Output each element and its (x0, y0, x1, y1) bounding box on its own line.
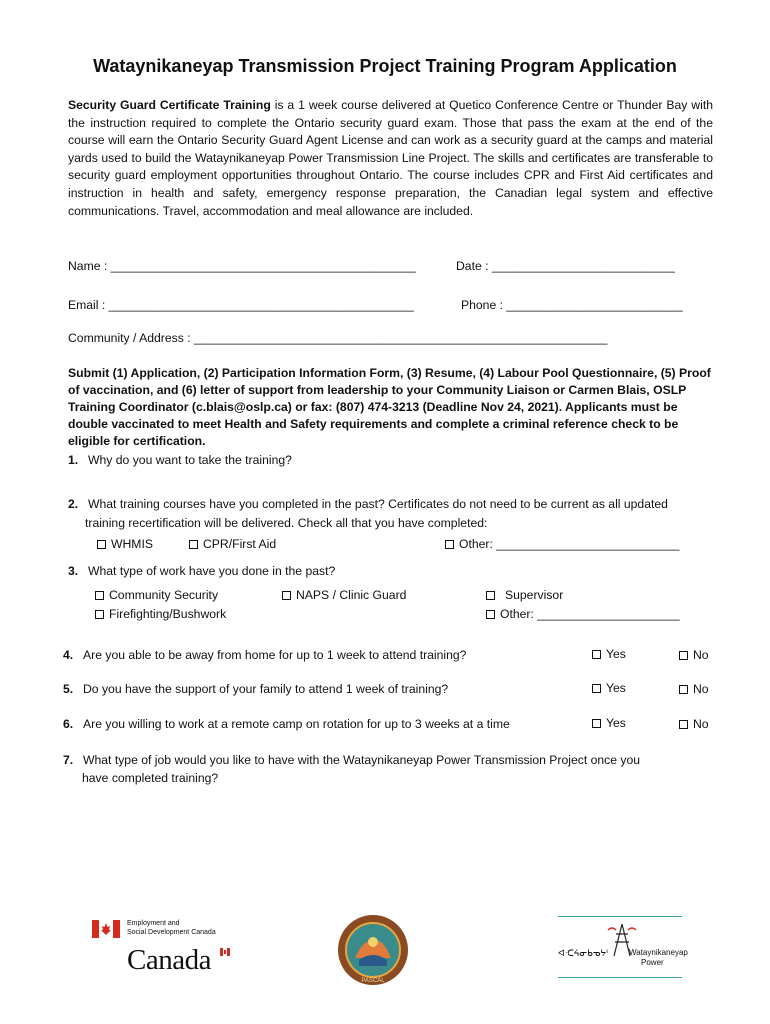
question-number: 1. (68, 453, 79, 467)
submission-instructions: Submit (1) Application, (2) Participation Information Form, (3) Resume, (4) Labour Pool Questionnaire, (5) Proof of vaccination, and (6) letter of support from leadership to your Community Liaison or Carmen Blais, OSLP Training Coordinator (c.blais@oslp.ca) or fax: (807) 474-3213 (Deadline Nov 24, 2021). Applicants must be double vaccinated to meet Health and Safety requirements and complete a criminal reference check to be eligible for certification. (68, 366, 711, 448)
option-other-training[interactable]: Other: ___________________________ (445, 537, 679, 551)
question-7 (63, 751, 640, 770)
checkbox[interactable] (95, 610, 104, 619)
question-number: 5. (63, 682, 74, 696)
question-7-line2: have completed training? (82, 771, 219, 785)
seal-logo (337, 914, 409, 991)
question-number: 6. (63, 717, 74, 731)
logo-top-rule (558, 916, 682, 917)
question-number: 3. (68, 564, 79, 578)
q4-yes[interactable]: Yes (592, 647, 626, 661)
q4-no[interactable]: No (679, 648, 709, 662)
checkbox[interactable] (486, 610, 495, 619)
watay-line1: Wataynikaneyap (629, 948, 688, 957)
option-cpr-first-aid[interactable]: CPR/First Aid (189, 537, 276, 551)
checkbox[interactable] (679, 720, 688, 729)
question-text: What training courses have you completed in the past? Certificates do not need to be current as all updated (88, 497, 668, 511)
checkbox[interactable] (592, 719, 601, 728)
option-supervisor[interactable]: Supervisor (486, 588, 563, 602)
checkbox[interactable] (592, 684, 601, 693)
intro-body: is a 1 week course delivered at Quetico Conference Centre or Thunder Bay with the instruction required to complete the Ontario security guard exam. Those that pass the exam at the end of the course will earn the Ontario Security Guard Agent License and can work as a security guard at the camps and material yards used to build the Wataynikaneyap Power Transmission Line Project. The skills and certificates are transferable to security guard employment opportunities throughout Ontario. The course includes CPR and First Aid certificates and instruction in health and safety, emergency response preparation, the Canadian legal system and effective communications. Travel, accommodation and meal allowance are included. (68, 98, 713, 218)
name-field[interactable]: Name : _____________________________________________ (68, 259, 416, 273)
date-field[interactable]: Date : ___________________________ (456, 259, 675, 273)
question-number: 7. (63, 753, 74, 767)
question-text: What type of work have you done in the past? (88, 564, 336, 578)
intro-paragraph (68, 97, 713, 220)
syllabics-text: ᐊᐧᑕᔦᓂᑲᓀᔭᑊ (558, 948, 608, 958)
checkbox[interactable] (592, 650, 601, 659)
wordmark-flag-icon (220, 948, 230, 956)
option-other-work[interactable]: Other: _____________________ (486, 607, 680, 621)
page-title: Wataynikaneyap Transmission Project Training Program Application (93, 56, 677, 76)
option-naps-clinic-guard[interactable]: NAPS / Clinic Guard (282, 588, 406, 602)
question-6 (63, 715, 510, 734)
q6-yes[interactable]: Yes (592, 716, 626, 730)
seal-text: PASCAL (361, 978, 385, 984)
question-text: Why do you want to take the training? (88, 453, 292, 467)
checkbox[interactable] (97, 540, 106, 549)
checkbox[interactable] (486, 591, 495, 600)
q6-no[interactable]: No (679, 717, 709, 731)
community-address-field[interactable]: Community / Address : _____________________________________________________________ (68, 331, 608, 345)
checkbox[interactable] (679, 685, 688, 694)
question-2-line2: training recertification will be delivered. Check all that you have completed: (85, 516, 488, 530)
question-text: Are you willing to work at a remote camp on rotation for up to 3 weeks at a time (83, 717, 510, 731)
q5-yes[interactable]: Yes (592, 681, 626, 695)
logo-bottom-rule (558, 977, 682, 978)
checkbox[interactable] (189, 540, 198, 549)
seal-emblem-icon (337, 914, 409, 986)
esdc-line2: Social Development Canada (127, 929, 216, 936)
canada-wordmark: Canada (127, 944, 211, 976)
option-firefighting[interactable]: Firefighting/Bushwork (95, 607, 226, 621)
question-text: Are you able to be away from home for up to 1 week to attend training? (83, 648, 467, 662)
checkbox[interactable] (95, 591, 104, 600)
esdc-logo (92, 918, 242, 978)
option-whmis[interactable]: WHMIS (97, 537, 153, 551)
checkbox[interactable] (282, 591, 291, 600)
intro-course-name: Security Guard Certificate Training (68, 98, 271, 112)
phone-field[interactable]: Phone : __________________________ (461, 298, 683, 312)
question-number: 2. (68, 497, 79, 511)
question-number: 4. (63, 648, 74, 662)
question-text: Do you have the support of your family to attend 1 week of training? (83, 682, 449, 696)
question-2 (68, 495, 668, 514)
email-field[interactable]: Email : _____________________________________________ (68, 298, 414, 312)
checkbox[interactable] (445, 540, 454, 549)
question-5 (63, 680, 448, 699)
checkbox[interactable] (679, 651, 688, 660)
wataynikaneyap-logo (558, 916, 688, 980)
option-community-security[interactable]: Community Security (95, 588, 218, 602)
canada-flag-icon (92, 920, 120, 938)
question-3 (68, 562, 335, 581)
watay-line2: Power (641, 958, 664, 967)
q5-no[interactable]: No (679, 682, 709, 696)
question-1 (68, 451, 292, 470)
question-text: What type of job would you like to have with the Wataynikaneyap Power Transmission Project once you (83, 753, 641, 767)
esdc-line1: Employment and (127, 920, 180, 927)
question-4 (63, 646, 466, 665)
